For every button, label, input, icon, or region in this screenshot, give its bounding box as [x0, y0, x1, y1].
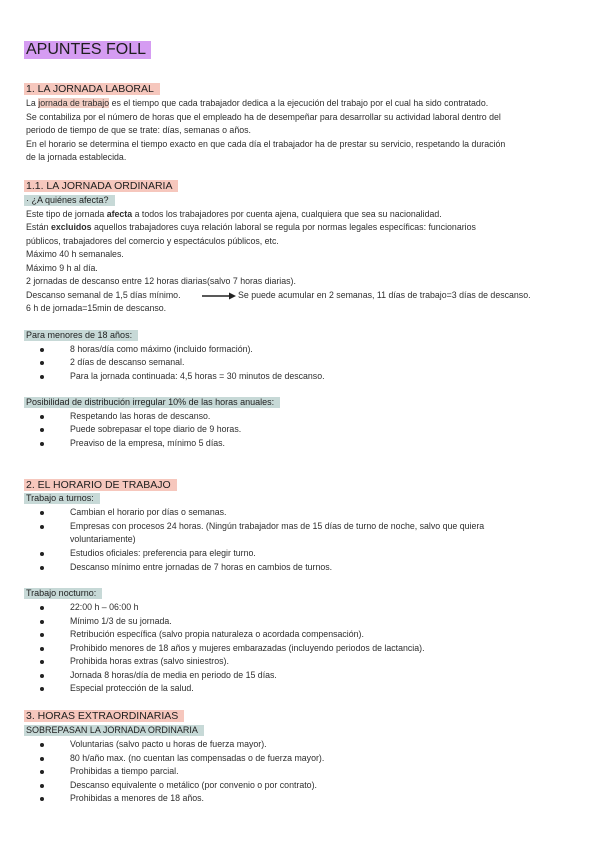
list-item: Prohibidas a menores de 18 años. — [70, 793, 204, 803]
list-item: Puede sobrepasar el tope diario de 9 horas. — [70, 424, 242, 434]
paragraph-line — [26, 222, 476, 233]
paragraph-line: de la jornada establecida. — [26, 152, 127, 162]
bullet-icon — [40, 552, 44, 556]
list-item: Jornada 8 horas/día de media en periodo de 15 días. — [70, 670, 277, 680]
bullet-icon — [40, 428, 44, 432]
list-item: 80 h/año max. (no cuentan las compensadas o de fuerza mayor). — [70, 753, 325, 763]
list-item: Empresas con procesos 24 horas. (Ningún trabajador mas de 15 días de turno de noche, salvo que quiera — [70, 521, 485, 531]
text-fragment: Este tipo de jornada — [26, 209, 107, 219]
text-fragment: es el tiempo que cada trabajador dedica a la ejecución del trabajo por el cual ha sido contratado. — [109, 98, 489, 108]
subheading-turnos: Trabajo a turnos: — [24, 493, 100, 504]
list-item: Respetando las horas de descanso. — [70, 411, 211, 421]
bold-term: excluidos — [50, 222, 92, 232]
bullet-icon — [40, 511, 44, 515]
subheading-nocturno: Trabajo nocturno: — [24, 588, 102, 599]
paragraph-line: Se puede acumular en 2 semanas, 11 días de trabajo=3 días de descanso. — [238, 290, 531, 300]
bullet-icon — [40, 647, 44, 651]
subheading-sobrepasan: SOBREPASAN LA JORNADA ORDINARIA — [24, 725, 204, 736]
list-item: Especial protección de la salud. — [70, 683, 194, 693]
paragraph-line: Máximo 40 h semanales. — [26, 249, 124, 259]
list-item: Retribución específica (salvo propia naturaleza o acordada compensación). — [70, 629, 364, 639]
bullet-icon — [40, 757, 44, 761]
bullet-icon — [40, 375, 44, 379]
bullet-icon — [40, 743, 44, 747]
bullet-icon — [40, 566, 44, 570]
bullet-icon — [40, 660, 44, 664]
bullet-icon — [40, 784, 44, 788]
list-item: Estudios oficiales: preferencia para elegir turno. — [70, 548, 256, 558]
list-item: Prohibido menores de 18 años y mujeres embarazadas (incluyendo periodos de lactancia). — [70, 643, 425, 653]
paragraph-jornada-definition — [26, 98, 488, 109]
paragraph-line: En el horario se determina el tiempo exacto en que cada día el trabajador ha de prestar su servicio, respetando la duración — [26, 139, 506, 149]
text-fragment: Están — [26, 222, 51, 232]
arrow-right-icon — [201, 291, 237, 301]
bullet-icon — [40, 348, 44, 352]
paragraph-line: 6 h de jornada=15min de descanso. — [26, 303, 167, 313]
subheading-a-quienes-afecta: · ¿A quiénes afecta? — [24, 195, 115, 206]
highlighted-term: jornada de trabajo — [38, 98, 110, 108]
section-heading-jornada-laboral: 1. LA JORNADA LABORAL — [24, 83, 160, 95]
list-item-continuation: voluntariamente) — [70, 534, 136, 544]
section-heading-horario: 2. EL HORARIO DE TRABAJO — [24, 479, 177, 491]
bullet-icon — [40, 525, 44, 529]
paragraph-line: periodo de tiempo de que se trate: días, semanas o años. — [26, 125, 251, 135]
list-item: Para la jornada continuada: 4,5 horas = 30 minutos de descanso. — [70, 371, 325, 381]
subheading-menores: Para menores de 18 años: — [24, 330, 138, 341]
text-fragment: La — [26, 98, 39, 108]
paragraph-line: Descanso semanal de 1,5 días mínimo. — [26, 290, 181, 300]
paragraph-line: públicos, trabajadores del comercio y espectáculos públicos, etc. — [26, 236, 279, 246]
list-item: 2 días de descanso semanal. — [70, 357, 185, 367]
list-item: Prohibidas a tiempo parcial. — [70, 766, 179, 776]
bullet-icon — [40, 633, 44, 637]
paragraph-line: Se contabiliza por el número de horas que el empleado ha de desempeñar para desarrollar su actividad laboral dentro del — [26, 112, 501, 122]
paragraph-line: 2 jornadas de descanso entre 12 horas diarias(salvo 7 horas diarias). — [26, 276, 296, 286]
section-heading-jornada-ordinaria: 1.1. LA JORNADA ORDINARIA — [24, 180, 178, 192]
bullet-icon — [40, 361, 44, 365]
text-fragment: aquellos trabajadores cuya relación laboral se regula por normas legales específicas: funcionarios — [91, 222, 476, 232]
list-item: 22:00 h – 06:00 h — [70, 602, 139, 612]
list-item: Descanso equivalente o metálico (por convenio o por contrato). — [70, 780, 317, 790]
paragraph-line: Máximo 9 h al día. — [26, 263, 98, 273]
list-item: Descanso mínimo entre jornadas de 7 horas en cambios de turnos. — [70, 562, 333, 572]
bullet-icon — [40, 442, 44, 446]
bullet-icon — [40, 674, 44, 678]
bullet-icon — [40, 770, 44, 774]
section-heading-horas-extraordinarias: 3. HORAS EXTRAORDINARIAS — [24, 710, 184, 722]
page-title: APUNTES FOLL — [24, 41, 151, 59]
list-item: Prohibida horas extras (salvo siniestros). — [70, 656, 229, 666]
list-item: Voluntarias (salvo pacto u horas de fuerza mayor). — [70, 739, 267, 749]
list-item: 8 horas/día como máximo (incluido formación). — [70, 344, 253, 354]
bullet-icon — [40, 620, 44, 624]
bold-term: afecta — [106, 209, 133, 219]
bullet-icon — [40, 797, 44, 801]
list-item: Preaviso de la empresa, mínimo 5 días. — [70, 438, 225, 448]
bullet-icon — [40, 687, 44, 691]
subheading-distribucion-irregular: Posibilidad de distribución irregular 10% de las horas anuales: — [24, 397, 280, 408]
bullet-icon — [40, 415, 44, 419]
list-item: Mínimo 1/3 de su jornada. — [70, 616, 172, 626]
list-item: Cambian el horario por días o semanas. — [70, 507, 227, 517]
text-fragment: a todos los trabajadores por cuenta ajena, cualquiera que sea su nacionalidad. — [132, 209, 442, 219]
bullet-icon — [40, 606, 44, 610]
paragraph-line — [26, 209, 442, 220]
